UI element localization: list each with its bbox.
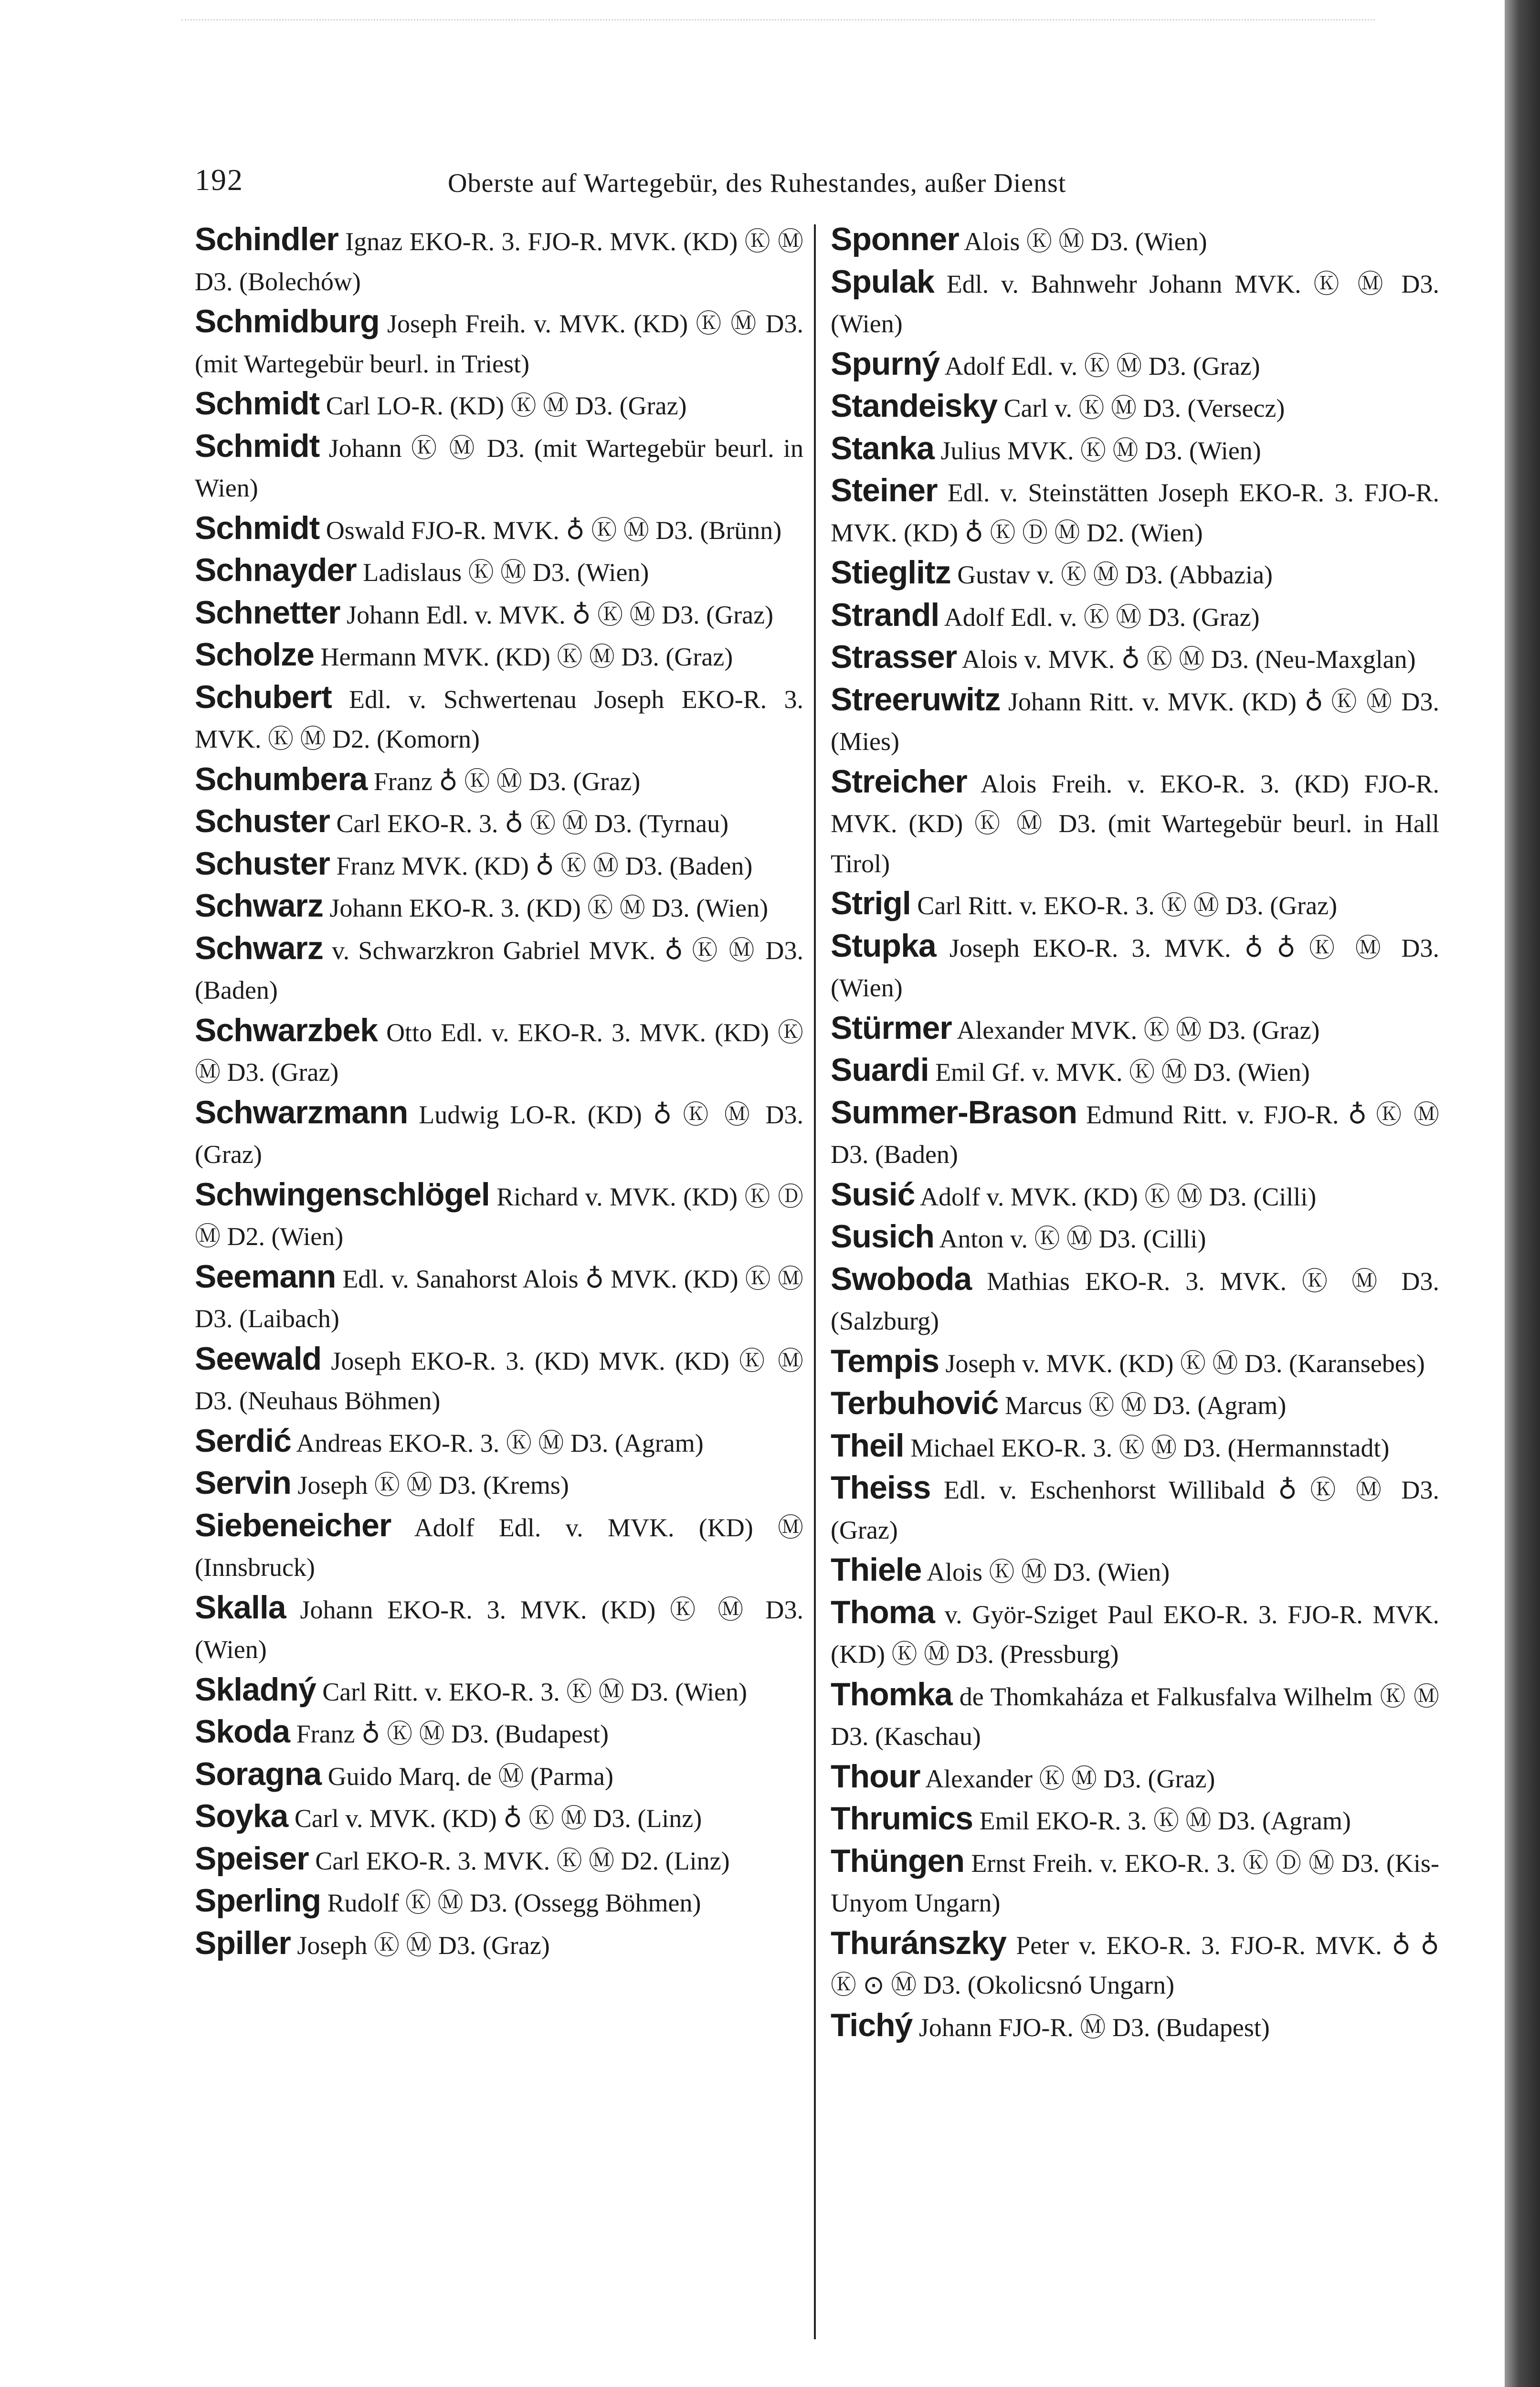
- entry-surname: Spulak: [831, 263, 934, 300]
- entry-details: Guido Marq. de Ⓜ (Parma): [321, 1762, 613, 1791]
- entry-details: Adolf Edl. v. Ⓚ Ⓜ D3. (Graz): [939, 602, 1260, 632]
- entry-details: Franz ♁ Ⓚ Ⓜ D3. (Budapest): [290, 1720, 609, 1748]
- entry-details: Carl EKO-R. 3. ♁ Ⓚ Ⓜ D3. (Tyrnau): [330, 809, 729, 838]
- page-header: [195, 162, 1474, 205]
- entry-details: Franz MVK. (KD) ♁ Ⓚ Ⓜ D3. (Baden): [330, 851, 753, 880]
- entry-surname: Soragna: [195, 1755, 322, 1792]
- entry-details: Joseph Freih. v. MVK. (KD) Ⓚ Ⓜ D3. (mit Wartegebür beurl. in Triest): [195, 309, 803, 378]
- entry-details: Johann EKO-R. 3. (KD) Ⓚ Ⓜ D3. (Wien): [323, 894, 769, 922]
- book-page: [195, 143, 1474, 2387]
- entry-details: Adolf Edl. v. MVK. (KD) Ⓜ (Innsbruck): [195, 1513, 803, 1582]
- list-item: [831, 1675, 1439, 1757]
- entry-surname: Schwarzbek: [195, 1012, 378, 1048]
- entry-surname: Speiser: [195, 1840, 309, 1877]
- entry-surname: Streicher: [831, 763, 967, 800]
- entry-details: Carl v. Ⓚ Ⓜ D3. (Versecz): [997, 394, 1285, 422]
- entry-details: Carl Ritt. v. EKO-R. 3. Ⓚ Ⓜ D3. (Wien): [316, 1677, 747, 1706]
- list-item: [831, 884, 1439, 926]
- entry-surname: Strigl: [831, 885, 911, 921]
- entry-details: Emil EKO-R. 3. Ⓚ Ⓜ D3. (Agram): [973, 1806, 1351, 1835]
- list-item: [195, 1670, 803, 1712]
- entry-surname: Terbuhović: [831, 1385, 999, 1421]
- list-item: [195, 1754, 803, 1797]
- entry-details: Edl. v. Sanahorst Alois ♁ MVK. (KD) Ⓚ Ⓜ D3. (Laibach): [195, 1264, 803, 1333]
- entry-details: Carl v. MVK. (KD) ♁ Ⓚ Ⓜ D3. (Linz): [288, 1804, 702, 1833]
- entry-details: Ignaz EKO-R. 3. FJO-R. MVK. (KD) Ⓚ Ⓜ D3. (Bolechów): [195, 227, 803, 296]
- list-item: [195, 220, 803, 302]
- entry-surname: Spiller: [195, 1924, 291, 1961]
- list-item: [195, 1839, 803, 1881]
- list-item: [195, 593, 803, 635]
- entry-surname: Thour: [831, 1758, 920, 1795]
- list-item: [195, 508, 803, 551]
- entry-details: Johann Ⓚ Ⓜ D3. (mit Wartegebür beurl. in Wien): [195, 433, 803, 502]
- list-item: [195, 1339, 803, 1421]
- entry-surname: Spurný: [831, 345, 940, 382]
- list-item: [195, 1588, 803, 1670]
- list-item: [195, 1506, 803, 1588]
- entry-surname: Skladný: [195, 1671, 316, 1708]
- list-item: [195, 426, 803, 508]
- entry-surname: Schwingenschlögel: [195, 1176, 490, 1213]
- entry-surname: Theil: [831, 1427, 904, 1464]
- entry-surname: Schumbera: [195, 760, 368, 797]
- entry-surname: Schubert: [195, 678, 332, 715]
- entry-surname: Stieglitz: [831, 554, 951, 591]
- entry-surname: Skoda: [195, 1713, 290, 1750]
- list-item: [195, 1463, 803, 1506]
- list-item: [195, 1923, 803, 1966]
- entry-surname: Standeisky: [831, 388, 998, 424]
- entry-details: Adolf v. MVK. (KD) Ⓚ Ⓜ D3. (Cilli): [915, 1182, 1317, 1211]
- list-item: [831, 220, 1439, 262]
- list-item: [831, 1593, 1439, 1675]
- entry-details: Rudolf Ⓚ Ⓜ D3. (Ossegg Böhmen): [321, 1889, 701, 1917]
- list-item: [831, 553, 1439, 595]
- entry-details: Carl Ritt. v. EKO-R. 3. Ⓚ Ⓜ D3. (Graz): [910, 891, 1338, 920]
- entry-surname: Thüngen: [831, 1842, 965, 1879]
- entry-details: Hermann MVK. (KD) Ⓚ Ⓜ D3. (Graz): [314, 643, 733, 671]
- list-item: [831, 1341, 1439, 1384]
- column-left: [195, 220, 803, 1965]
- list-item: [831, 1799, 1439, 1841]
- entry-details: Edl. v. Steinstätten Joseph EKO-R. 3. FJO-R. MVK. (KD) ♁ Ⓚ Ⓓ Ⓜ D2. (Wien): [831, 478, 1439, 547]
- entry-surname: Schmidt: [195, 385, 320, 422]
- entry-details: Ladislaus Ⓚ Ⓜ D3. (Wien): [356, 558, 649, 587]
- list-item: [831, 1426, 1439, 1468]
- list-item: [831, 344, 1439, 387]
- entry-surname: Schnetter: [195, 594, 340, 631]
- list-item: [831, 680, 1439, 762]
- entry-surname: Tempis: [831, 1342, 939, 1379]
- scan-speckle: [181, 19, 1375, 35]
- entry-details: Marcus Ⓚ Ⓜ D3. (Agram): [998, 1391, 1287, 1420]
- list-item: [195, 760, 803, 802]
- list-item: [195, 844, 803, 887]
- entry-surname: Stupka: [831, 927, 936, 964]
- entry-surname: Serdić: [195, 1422, 291, 1459]
- entry-details: Edmund Ritt. v. FJO-R. ♁ Ⓚ Ⓜ D3. (Baden): [831, 1100, 1439, 1169]
- list-item: [195, 302, 803, 384]
- list-item: [831, 262, 1439, 344]
- list-item: [831, 1093, 1439, 1175]
- entry-surname: Schwarzmann: [195, 1094, 408, 1130]
- entry-details: Edl. v. Schwertenau Joseph EKO-R. 3. MVK. Ⓚ Ⓜ D2. (Komorn): [195, 685, 803, 753]
- entry-details: Richard v. MVK. (KD) Ⓚ Ⓓ Ⓜ D2. (Wien): [195, 1182, 803, 1251]
- list-item: [831, 1259, 1439, 1341]
- entry-details: Andreas EKO-R. 3. Ⓚ Ⓜ D3. (Agram): [291, 1428, 704, 1458]
- entry-details: Joseph EKO-R. 3. (KD) MVK. (KD) Ⓚ Ⓜ D3. (Neuhaus Böhmen): [195, 1346, 803, 1415]
- entry-details: Alexander Ⓚ Ⓜ D3. (Graz): [920, 1764, 1215, 1793]
- list-item: [831, 1384, 1439, 1426]
- list-item: [195, 1175, 803, 1257]
- entry-details: Joseph EKO-R. 3. MVK. ♁ ♁ Ⓚ Ⓜ D3. (Wien): [831, 933, 1439, 1002]
- list-item: [831, 1217, 1439, 1259]
- entry-details: Adolf Edl. v. Ⓚ Ⓜ D3. (Graz): [939, 351, 1260, 380]
- entry-details: de Thomkaháza et Falkusfalva Wilhelm Ⓚ Ⓜ D3. (Kaschau): [831, 1682, 1439, 1751]
- scan-edge-shadow: [1505, 0, 1540, 2387]
- entry-surname: Strandl: [831, 596, 939, 633]
- column-right: [831, 220, 1439, 2048]
- list-item: [195, 677, 803, 760]
- entry-surname: Schmidt: [195, 427, 320, 464]
- entry-details: Peter v. EKO-R. 3. FJO-R. MVK. ♁ ♁ Ⓚ ⊙ Ⓜ D3. (Okolicsnó Ungarn): [831, 1931, 1439, 1999]
- list-item: [195, 1093, 803, 1175]
- entry-surname: Susich: [831, 1218, 934, 1255]
- list-item: [195, 384, 803, 426]
- list-item: [195, 1712, 803, 1754]
- entry-details: Johann Ritt. v. MVK. (KD) ♁ Ⓚ Ⓜ D3. (Mies): [831, 687, 1439, 756]
- entry-surname: Seewald: [195, 1340, 322, 1377]
- list-item: [831, 1468, 1439, 1550]
- entry-surname: Skalla: [195, 1589, 286, 1626]
- entry-details: Johann EKO-R. 3. MVK. (KD) Ⓚ Ⓜ D3. (Wien): [195, 1595, 803, 1664]
- entry-details: Johann FJO-R. Ⓜ D3. (Budapest): [912, 2013, 1270, 2042]
- entry-surname: Schmidt: [195, 509, 320, 546]
- entry-surname: Schindler: [195, 221, 338, 257]
- entry-details: Oswald FJO-R. MVK. ♁ Ⓚ Ⓜ D3. (Brünn): [319, 516, 782, 545]
- list-item: [195, 1881, 803, 1923]
- entry-surname: Schnayder: [195, 552, 357, 588]
- list-item: [831, 471, 1439, 553]
- entry-details: Joseph Ⓚ Ⓜ D3. (Graz): [290, 1931, 550, 1960]
- entry-details: Julius MVK. Ⓚ Ⓜ D3. (Wien): [934, 436, 1261, 465]
- entry-details: Alexander MVK. Ⓚ Ⓜ D3. (Graz): [951, 1015, 1320, 1045]
- entry-details: Franz ♁ Ⓚ Ⓜ D3. (Graz): [367, 767, 641, 796]
- entry-details: Ernst Freih. v. EKO-R. 3. Ⓚ Ⓓ Ⓜ D3. (Kis-Unyom Ungarn): [831, 1848, 1439, 1917]
- column-divider: [814, 224, 816, 2339]
- entry-surname: Stanka: [831, 430, 934, 466]
- list-item: [831, 1008, 1439, 1051]
- entry-surname: Summer-Brason: [831, 1094, 1077, 1130]
- entry-details: Alois Ⓚ Ⓜ D3. (Wien): [921, 1558, 1170, 1586]
- entry-details: Emil Gf. v. MVK. Ⓚ Ⓜ D3. (Wien): [928, 1058, 1310, 1087]
- list-item: [195, 1257, 803, 1339]
- entry-details: Carl LO-R. (KD) Ⓚ Ⓜ D3. (Graz): [319, 391, 687, 420]
- list-item: [831, 1757, 1439, 1799]
- entry-details: Joseph Ⓚ Ⓜ D3. (Krems): [291, 1471, 569, 1500]
- entry-surname: Steiner: [831, 472, 938, 508]
- entry-surname: Scholze: [195, 636, 314, 673]
- entry-surname: Thomka: [831, 1676, 952, 1712]
- entry-surname: Swoboda: [831, 1260, 972, 1297]
- page-number: 192: [195, 163, 243, 197]
- entry-surname: Streeruwitz: [831, 681, 1001, 718]
- entry-surname: Schmidburg: [195, 303, 380, 339]
- list-item: [195, 802, 803, 844]
- entry-details: Carl EKO-R. 3. MVK. Ⓚ Ⓜ D2. (Linz): [308, 1846, 730, 1875]
- entry-surname: Thiele: [831, 1552, 922, 1588]
- list-item: [831, 1175, 1439, 1217]
- list-item: [831, 1050, 1439, 1093]
- entry-details: Anton v. Ⓚ Ⓜ D3. (Cilli): [934, 1225, 1206, 1253]
- list-item: [831, 386, 1439, 429]
- list-item: [195, 886, 803, 929]
- entry-surname: Thuránszky: [831, 1924, 1006, 1961]
- list-item: [195, 1421, 803, 1464]
- list-item: [195, 550, 803, 593]
- list-item: [831, 762, 1439, 884]
- entry-details: Edl. v. Bahnwehr Johann MVK. Ⓚ Ⓜ D3. (Wien): [831, 269, 1439, 338]
- entry-details: Mathias EKO-R. 3. MVK. Ⓚ Ⓜ D3. (Salzburg): [831, 1267, 1439, 1335]
- entry-details: Alois v. MVK. ♁ Ⓚ Ⓜ D3. (Neu-Maxglan): [957, 645, 1416, 674]
- entry-details: Otto Edl. v. EKO-R. 3. MVK. (KD) Ⓚ Ⓜ D3. (Graz): [195, 1018, 803, 1087]
- entry-surname: Theiss: [831, 1469, 931, 1506]
- entry-surname: Strasser: [831, 639, 957, 675]
- list-item: [831, 1923, 1439, 2006]
- entry-surname: Soyka: [195, 1798, 288, 1834]
- entry-surname: Tichý: [831, 2007, 913, 2043]
- list-item: [831, 1841, 1439, 1923]
- entry-details: v. Györ-Sziget Paul EKO-R. 3. FJO-R. MVK. (KD) Ⓚ Ⓜ D3. (Pressburg): [831, 1600, 1439, 1669]
- list-item: [195, 929, 803, 1011]
- entry-surname: Servin: [195, 1465, 291, 1501]
- list-item: [195, 1011, 803, 1093]
- list-item: [831, 1550, 1439, 1593]
- entry-details: Alois Freih. v. EKO-R. 3. (KD) FJO-R. MVK. (KD) Ⓚ Ⓜ D3. (mit Wartegebür beurl. in Hall Tirol): [831, 769, 1439, 878]
- entry-surname: Schuster: [195, 845, 330, 882]
- list-item: [831, 2006, 1439, 2048]
- entry-surname: Susić: [831, 1176, 915, 1213]
- entry-surname: Stürmer: [831, 1009, 952, 1046]
- entry-surname: Schwarz: [195, 887, 323, 924]
- entry-surname: Suardi: [831, 1052, 929, 1088]
- running-title: Oberste auf Wartegebür, des Ruhestandes, außer Dienst: [448, 169, 1066, 198]
- entry-details: Ludwig LO-R. (KD) ♁ Ⓚ Ⓜ D3. (Graz): [195, 1100, 803, 1169]
- list-item: [195, 635, 803, 677]
- entry-surname: Schwarz: [195, 929, 323, 966]
- entry-surname: Sperling: [195, 1882, 321, 1919]
- list-item: [831, 926, 1439, 1008]
- list-item: [831, 429, 1439, 471]
- list-item: [831, 637, 1439, 680]
- entry-surname: Siebeneicher: [195, 1507, 391, 1543]
- entry-details: v. Schwarzkron Gabriel MVK. ♁ Ⓚ Ⓜ D3. (Baden): [195, 936, 803, 1004]
- entry-details: Alois Ⓚ Ⓜ D3. (Wien): [959, 227, 1207, 256]
- entry-details: Michael EKO-R. 3. Ⓚ Ⓜ D3. (Hermannstadt): [904, 1433, 1390, 1462]
- list-item: [831, 595, 1439, 638]
- entry-details: Johann Edl. v. MVK. ♁ Ⓚ Ⓜ D3. (Graz): [340, 600, 774, 629]
- entry-details: Edl. v. Eschenhorst Willibald ♁ Ⓚ Ⓜ D3. (Graz): [831, 1476, 1439, 1544]
- entry-details: Gustav v. Ⓚ Ⓜ D3. (Abbazia): [950, 560, 1273, 589]
- entry-details: Joseph v. MVK. (KD) Ⓚ Ⓜ D3. (Karansebes): [939, 1349, 1425, 1378]
- entry-surname: Sponner: [831, 221, 959, 257]
- entry-surname: Seemann: [195, 1258, 336, 1295]
- list-item: [195, 1796, 803, 1839]
- entry-surname: Thrumics: [831, 1800, 973, 1837]
- entry-surname: Schuster: [195, 803, 330, 839]
- entry-surname: Thoma: [831, 1594, 935, 1630]
